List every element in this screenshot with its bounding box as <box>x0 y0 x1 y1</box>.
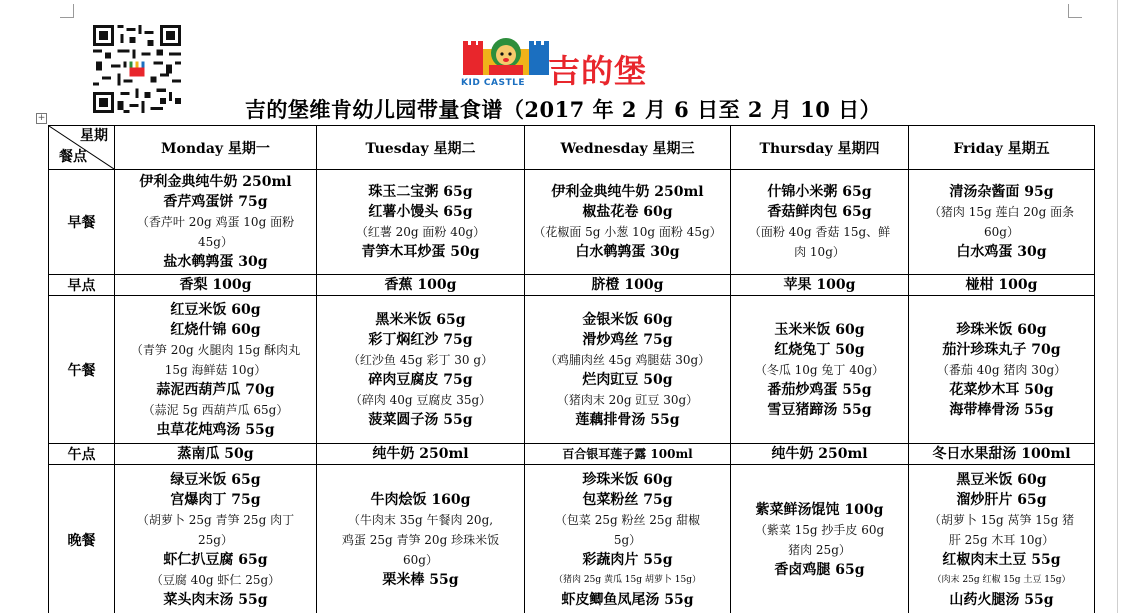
dish: 蒜泥西葫芦瓜 70g <box>156 381 275 398</box>
dish: 伊利金典纯牛奶 250ml <box>139 174 292 190</box>
lunch-cell-monday <box>115 296 317 444</box>
dish: 菠菜圆子汤 55g <box>368 411 473 428</box>
dish: 红烧什锦 60g <box>170 321 261 338</box>
dinner-cell-monday <box>115 465 317 613</box>
meal-label-breakfast: 早餐 <box>49 170 115 275</box>
ingredients: 肉 10g） <box>794 245 845 259</box>
afternoon-snack-monday: 蒸南瓜 50g <box>115 444 317 465</box>
afternoon-snack-thursday: 纯牛奶 250ml <box>731 444 909 465</box>
ingredients: （豆腐 40g 虾仁 25g） <box>150 572 281 587</box>
dish: 山药火腿汤 55g <box>949 591 1054 608</box>
corner-label-meal: 餐点 <box>59 149 87 165</box>
day-header-wednesday: Wednesday 星期三 <box>525 126 731 170</box>
ingredients: （猪肉 15g 莲白 20g 面条 <box>928 205 1075 219</box>
dish: 滑炒鸡丝 75g <box>582 331 673 348</box>
ingredients: （紫菜 15g 抄手皮 60g <box>754 522 885 537</box>
dish: 什锦小米粥 65g <box>767 184 872 200</box>
page-corner-mark-right <box>1068 4 1082 18</box>
ingredients: （蒜泥 5g 西葫芦瓜 65g） <box>142 402 289 417</box>
table-move-handle-icon[interactable]: + <box>37 113 46 123</box>
breakfast-cell-tuesday <box>317 170 525 275</box>
breakfast-cell-thursday <box>731 170 909 275</box>
dish: 玉米米饭 60g <box>774 321 865 338</box>
meal-label-dinner: 晚餐 <box>49 465 115 613</box>
ingredients: 5g） <box>613 532 642 547</box>
dish: 金银米饭 60g <box>582 311 673 328</box>
ingredients: 猪肉 25g） <box>788 542 851 557</box>
morning-snack-thursday: 苹果 100g <box>731 275 909 296</box>
breakfast-cell-friday <box>909 170 1095 275</box>
dinner-cell-thursday <box>731 465 909 613</box>
dish: 盐水鹌鹑蛋 30g <box>163 254 268 270</box>
ingredients: 45g） <box>198 235 233 249</box>
ingredients: （胡萝卜 25g 青笋 25g 肉丁 <box>136 512 295 527</box>
ingredients: 肝 25g 木耳 10g） <box>948 532 1055 547</box>
ingredients: （冬瓜 10g 兔丁 40g） <box>754 362 885 377</box>
ingredients: （牛肉末 35g 午餐肉 20g, <box>347 512 494 527</box>
ingredients: （肉末 25g 红椒 15g 土豆 15g） <box>932 574 1071 585</box>
ingredients: （猪肉 25g 黄瓜 15g 胡萝卜 15g） <box>554 574 701 585</box>
meal-label-afternoon-snack: 午点 <box>49 444 115 465</box>
lunch-cell-tuesday <box>317 296 525 444</box>
dish: 香卤鸡腿 65g <box>774 561 865 578</box>
lunch-cell-wednesday <box>525 296 731 444</box>
morning-snack-tuesday: 香蕉 100g <box>317 275 525 296</box>
ingredients: 60g） <box>403 552 438 567</box>
dish: 红椒肉末土豆 55g <box>942 551 1061 568</box>
ingredients: （面粉 40g 香菇 15g、鲜 <box>748 225 891 239</box>
corner-header-cell <box>49 126 115 170</box>
corner-label-weekday: 星期 <box>80 128 108 144</box>
dinner-row <box>49 465 1095 613</box>
ingredients: （鸡脯肉丝 45g 鸡腿菇 30g） <box>544 352 711 367</box>
dish: 溜炒肝片 65g <box>956 491 1047 508</box>
day-header-tuesday: Tuesday 星期二 <box>317 126 525 170</box>
ingredients: 15g 海鲜菇 10g） <box>164 362 267 377</box>
logo-subtitle: KID CASTLE <box>461 78 526 88</box>
morning-snack-friday: 椪柑 100g <box>909 275 1095 296</box>
ingredients: （番茄 40g 猪肉 30g） <box>936 362 1067 377</box>
dish: 珠玉二宝粥 65g <box>368 184 473 200</box>
meal-label-lunch: 午餐 <box>49 296 115 444</box>
page-corner-mark-left <box>60 4 74 18</box>
dish: 栗米棒 55g <box>382 571 459 588</box>
dish: 海带棒骨汤 55g <box>949 401 1054 418</box>
day-header-friday: Friday 星期五 <box>909 126 1095 170</box>
dish: 香菇鲜肉包 65g <box>767 204 872 220</box>
day-header-monday: Monday 星期一 <box>115 126 317 170</box>
dish: 珍珠米饭 60g <box>956 321 1047 338</box>
dish: 黑米米饭 65g <box>375 311 466 328</box>
dish: 珍珠米饭 60g <box>582 471 673 488</box>
dinner-cell-friday <box>909 465 1095 613</box>
dish: 椒盐花卷 60g <box>582 204 673 220</box>
dish: 伊利金典纯牛奶 250ml <box>551 184 704 200</box>
day-header-thursday: Thursday 星期四 <box>731 126 909 170</box>
ingredients: 60g） <box>984 225 1019 239</box>
dish: 包菜粉丝 75g <box>582 491 673 508</box>
dish: 虾皮鲫鱼凤尾汤 55g <box>561 591 694 608</box>
dish: 红烧兔丁 50g <box>774 341 865 358</box>
dish: 烂肉豇豆 50g <box>582 371 673 388</box>
dish: 白水鹌鹑蛋 30g <box>575 244 680 260</box>
dinner-cell-tuesday <box>317 465 525 613</box>
lunch-cell-thursday <box>731 296 909 444</box>
dish: 虾仁扒豆腐 65g <box>163 551 268 568</box>
dish: 彩丁焖红沙 75g <box>368 331 473 348</box>
dish: 白水鸡蛋 30g <box>956 244 1047 260</box>
breakfast-cell-monday <box>115 170 317 275</box>
afternoon-snack-tuesday: 纯牛奶 250ml <box>317 444 525 465</box>
ingredients: （胡萝卜 15g 莴笋 15g 猪 <box>928 512 1075 527</box>
dish: 碎肉豆腐皮 75g <box>368 371 473 388</box>
dish: 彩蔬肉片 55g <box>582 551 673 568</box>
afternoon-snack-wednesday: 百合银耳莲子露 100ml <box>525 444 731 465</box>
dish: 牛肉烩饭 160g <box>370 491 471 508</box>
ingredients: （青笋 20g 火腿肉 15g 酥肉丸 <box>130 342 301 357</box>
ingredients: （猪肉末 20g 豇豆 30g） <box>556 392 699 407</box>
ingredients: 25g） <box>198 532 233 547</box>
ingredients: （包菜 25g 粉丝 25g 甜椒 <box>554 512 701 527</box>
morning-snack-row <box>49 275 1095 296</box>
dish: 虫草花炖鸡汤 55g <box>156 421 275 438</box>
dish: 雪豆猪蹄汤 55g <box>767 401 872 418</box>
afternoon-snack-row <box>49 444 1095 465</box>
afternoon-snack-friday: 冬日水果甜汤 100ml <box>909 444 1095 465</box>
ingredients: （碎肉 40g 豆腐皮 35g） <box>349 392 492 407</box>
breakfast-cell-wednesday <box>525 170 731 275</box>
dish: 青笋木耳炒蛋 50g <box>361 244 480 260</box>
dish: 莲藕排骨汤 55g <box>575 411 680 428</box>
dinner-cell-wednesday <box>525 465 731 613</box>
dish: 花菜炒木耳 50g <box>949 381 1054 398</box>
dish: 紫菜鲜汤馄饨 100g <box>755 501 884 518</box>
morning-snack-wednesday: 脐橙 100g <box>525 275 731 296</box>
dish: 红豆米饭 60g <box>170 301 261 318</box>
header-row <box>49 126 1095 170</box>
dish: 绿豆米饭 65g <box>170 471 261 488</box>
breakfast-row <box>49 170 1095 275</box>
ingredients: 鸡蛋 25g 青笋 20g 珍珠米饭 <box>341 532 500 547</box>
morning-snack-monday: 香梨 100g <box>115 275 317 296</box>
ingredients: （花椒面 5g 小葱 10g 面粉 45g） <box>533 225 722 239</box>
dish: 菜头肉末汤 55g <box>163 591 268 608</box>
ingredients: （红薯 20g 面粉 40g） <box>355 225 486 239</box>
dish: 黑豆米饭 60g <box>956 471 1047 488</box>
dish: 茄汁珍珠丸子 70g <box>942 341 1061 358</box>
dish: 宫爆肉丁 75g <box>170 491 261 508</box>
weekly-menu-table <box>48 125 1095 613</box>
ingredients: （红沙鱼 45g 彩丁 30 g） <box>347 352 494 367</box>
dish: 香芹鸡蛋饼 75g <box>163 194 268 210</box>
lunch-row <box>49 296 1095 444</box>
page-title: 吉的堡维肯幼儿园带量食谱（2017 年 2 月 6 日至 2 月 10 日） <box>244 97 882 122</box>
meal-label-morning-snack: 早点 <box>49 275 115 296</box>
lunch-cell-friday <box>909 296 1095 444</box>
dish: 红薯小馒头 65g <box>368 204 473 220</box>
logo-wordmark: 吉的堡 <box>548 52 648 90</box>
dish: 清汤杂酱面 95g <box>949 184 1054 200</box>
page-edge <box>1117 0 1118 613</box>
ingredients: （香芹叶 20g 鸡蛋 10g 面粉 <box>136 215 295 229</box>
dish: 番茄炒鸡蛋 55g <box>767 381 872 398</box>
